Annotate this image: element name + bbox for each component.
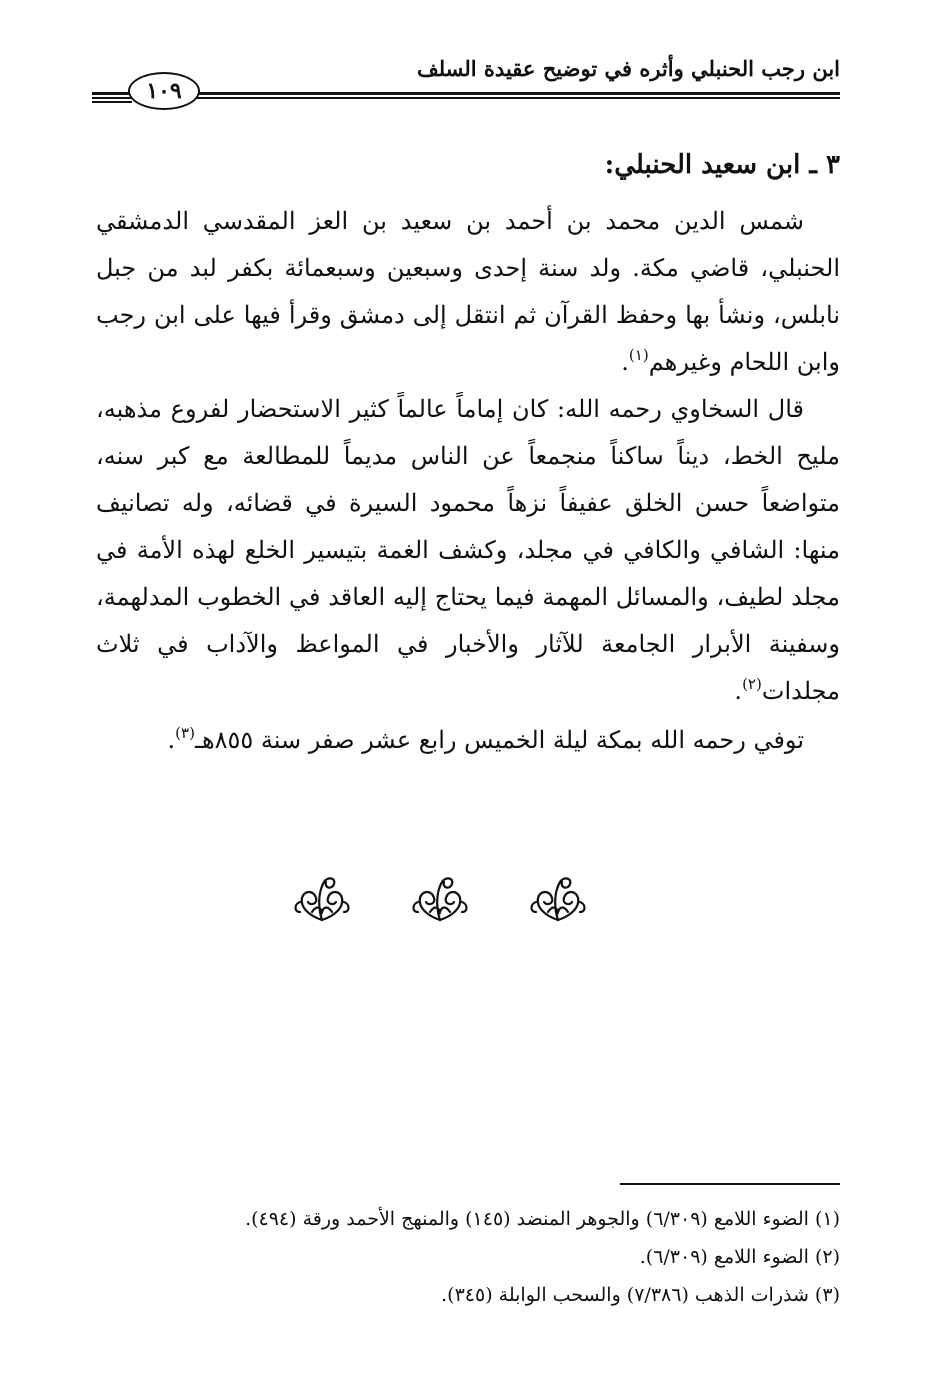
footnote-2: (٢) الضوء اللامع (٦/٣٠٩).: [639, 1246, 840, 1268]
paragraph-biography: [96, 198, 840, 386]
paragraph-text: توفي رحمه الله بمكة ليلة الخميس رابع عشر صفر سنة ٨٥٥هـ: [194, 726, 804, 754]
floral-ornament-icon: [290, 872, 354, 932]
header-rule-tail: [92, 101, 132, 103]
page-number: ١٠٩: [128, 72, 200, 110]
paragraph-text: شمس الدين محمد بن أحمد بن سعيد بن العز المقدسي الدمشقي الحنبلي، قاضي مكة. ولد سنة إحدى وسبعين وسبعمائة بكفر لبد من جبل نابلس، ونشأ بها وحفظ القرآن ثم انتقل إلى دمشق وقرأ فيها على ابن رجب وابن اللحام وغيرهم: [96, 207, 840, 376]
floral-ornament-icon: [526, 872, 590, 932]
footnote-1: (١) الضوء اللامع (٦/٣٠٩) والجوهر المنضد (١٤٥) والمنهج الأحمد ورقة (٤٩٤).: [245, 1208, 840, 1230]
footnotes: [96, 1200, 840, 1314]
footnote-ref[interactable]: (٣): [175, 724, 195, 742]
footnote-separator: [620, 1183, 840, 1185]
footnote-3: (٣) شذرات الذهب (٧/٣٨٦) والسحب الوابلة (٣٤٥).: [441, 1284, 840, 1306]
paragraph-death: [96, 717, 840, 764]
footnote-ref[interactable]: (٢): [742, 675, 762, 693]
running-title: ابن رجب الحنبلي وأثره في توضيح عقيدة السلف: [416, 56, 840, 81]
paragraph-end: .: [621, 348, 629, 376]
header-rule: [92, 92, 840, 95]
paragraph-end: .: [734, 677, 743, 705]
footnote-ref[interactable]: (١): [628, 346, 649, 364]
paragraph-sakhawi-quote: [96, 386, 840, 715]
section-end-ornaments: [290, 872, 590, 932]
paragraph-end: .: [167, 726, 176, 754]
section-heading: ٣ ـ ابن سعيد الحنبلي:: [604, 150, 840, 180]
paragraph-text: قال السخاوي رحمه الله: كان إماماً عالماً كثير الاستحضار لفروع مذهبه، مليح الخط، ديناً ساكناً منجمعاً عن الناس مديماً للمطالعة مع كبر سنه، متواضعاً حسن الخلق عفيفاً نزهاً محمود السيرة في قضائه، وله تصانيف منها: الشافي والكافي في مجلد، وكشف الغمة بتيسير الخلع لهذه الأمة في مجلد لطيف، والمسائل المهمة فيما يحتاج إليه العاقد في الخطوب المدلهمة، وسفينة الأبرار الجامعة للآثار والأخبار في المواعظ والآداب في ثلاث مجلدات: [96, 395, 840, 705]
floral-ornament-icon: [408, 872, 472, 932]
header-rule-thin: [92, 97, 840, 99]
